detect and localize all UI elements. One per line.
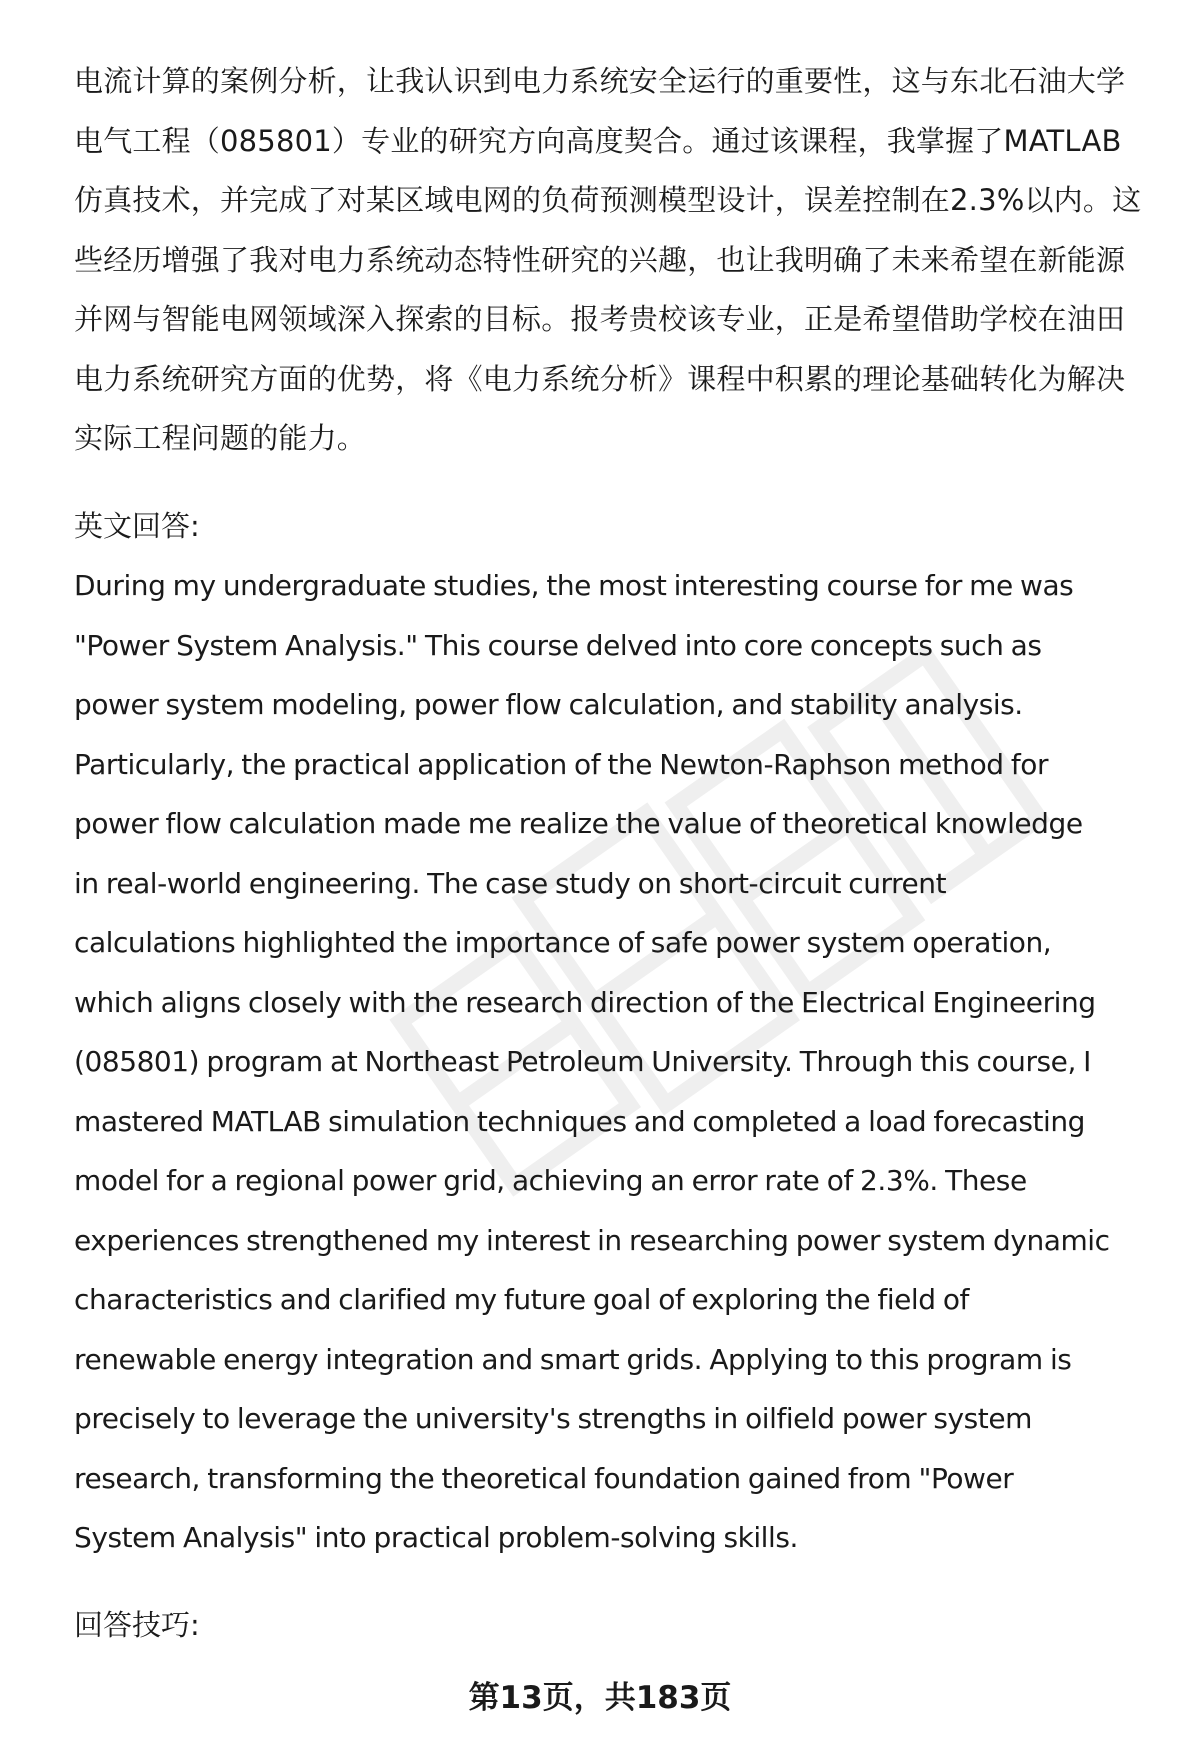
- english-line: which aligns closely with the research direction of the Electrical Engineering: [74, 985, 1096, 1019]
- chinese-line: 电力系统研究方面的优势，将《电力系统分析》课程中积累的理论基础转化为解决: [74, 361, 1126, 396]
- english-line: model for a regional power grid, achieving an error rate of 2.3%. These: [74, 1164, 1027, 1197]
- english-line: in real-world engineering. The case study on short-circuit current: [74, 866, 947, 900]
- english-line: precisely to leverage the university's strengths in oilfield power system: [74, 1402, 1032, 1435]
- page-content: [74, 52, 1154, 1655]
- english-line: mastered MATLAB simulation techniques and completed a load forecasting: [74, 1104, 1086, 1138]
- chinese-line: 些经历增强了我对电力系统动态特性研究的兴趣，也让我明确了未来希望在新能源: [74, 242, 1126, 277]
- english-line: renewable energy integration and smart grids. Applying to this program is: [74, 1342, 1072, 1376]
- english-line: experiences strengthened my interest in researching power system dynamic: [74, 1223, 1110, 1257]
- english-answer-label: 英文回答:: [74, 508, 200, 543]
- english-line: research, transforming the theoretical foundation gained from "Power: [74, 1461, 1014, 1495]
- english-line: Particularly, the practical application of the Newton-Raphson method for: [74, 747, 1049, 781]
- english-line: During my undergraduate studies, the most interesting course for me was: [74, 569, 1074, 602]
- english-line: calculations highlighted the importance of safe power system operation,: [74, 926, 1052, 959]
- english-line: power flow calculation made me realize the value of theoretical knowledge: [74, 807, 1083, 840]
- english-line: "Power System Analysis." This course delved into core concepts such as: [74, 628, 1042, 662]
- page-number-footer: 第13页，共183页: [468, 1680, 732, 1716]
- chinese-answer-paragraph: [74, 52, 1154, 469]
- english-line: (085801) program at Northeast Petroleum University. Through this course, I: [74, 1045, 1091, 1078]
- chinese-line: 电气工程（085801）专业的研究方向高度契合。通过该课程，我掌握了MATLAB: [74, 123, 1122, 158]
- answer-tips-label: 回答技巧:: [74, 1607, 200, 1642]
- chinese-line: 仿真技术，并完成了对某区域电网的负荷预测模型设计，误差控制在2.3%以内。这: [74, 183, 1142, 217]
- chinese-line: 实际工程问题的能力。: [74, 421, 367, 455]
- english-answer-paragraph: [74, 556, 1154, 1568]
- chinese-line: 电流计算的案例分析，让我认识到电力系统安全运行的重要性，这与东北石油大学: [74, 64, 1126, 98]
- english-line: power system modeling, power flow calculation, and stability analysis.: [74, 688, 1023, 721]
- english-line: System Analysis" into practical problem-solving skills.: [74, 1521, 798, 1554]
- english-line: characteristics and clarified my future goal of exploring the field of: [74, 1283, 969, 1316]
- chinese-line: 并网与智能电网领域深入探索的目标。报考贵校该专业，正是希望借助学校在油田: [74, 302, 1126, 336]
